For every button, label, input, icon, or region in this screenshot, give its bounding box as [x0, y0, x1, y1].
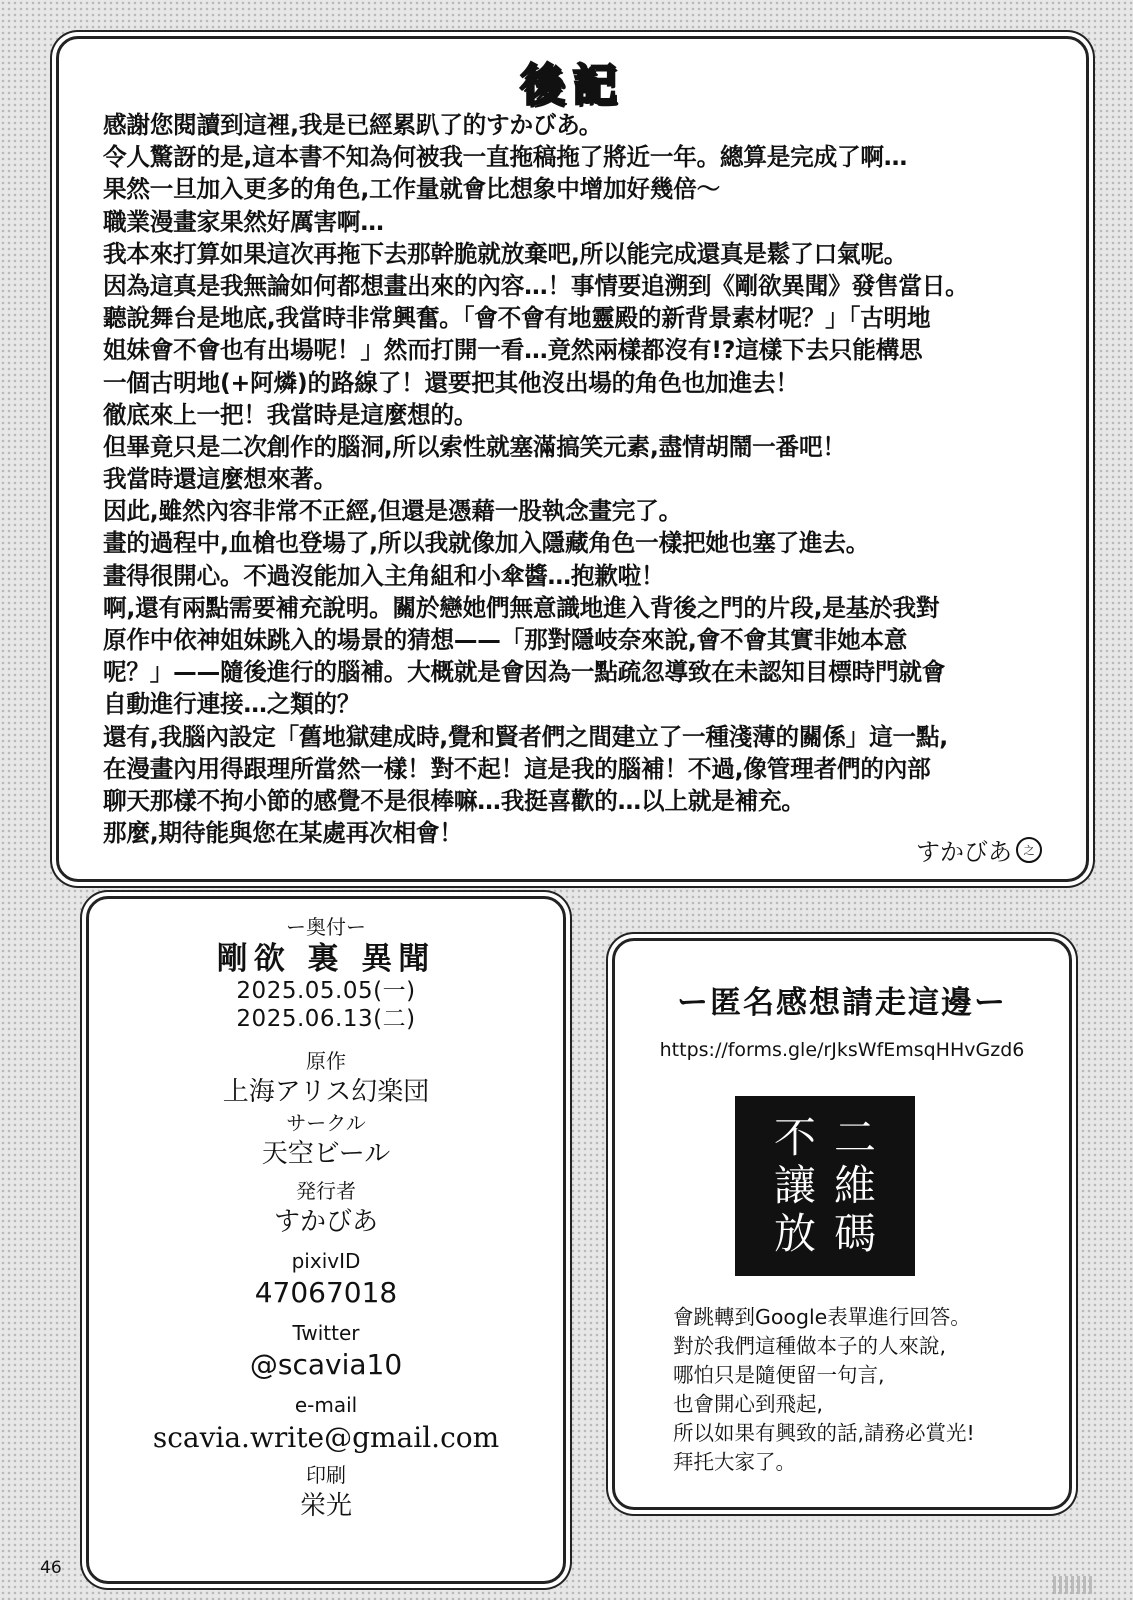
afterword-line: 果然一旦加入更多的角色,工作量就會比想象中增加好幾倍～ [103, 175, 720, 204]
colophon-heading: ー奥付ー [286, 915, 366, 939]
survey-note: 所以如果有興致的話,請務必賞光! [673, 1421, 975, 1445]
qr-char: 讓 [773, 1161, 816, 1210]
colophon-book-title: 剛欲 裏 異聞 [216, 941, 436, 977]
afterword-panel [56, 36, 1089, 882]
colophon-circle-label: サークル [286, 1111, 366, 1135]
qr-code-placeholder [735, 1096, 915, 1276]
afterword-title: 後記 [520, 60, 625, 111]
afterword-line: 姐妹會不會也有出場呢！」然而打開一看…竟然兩樣都沒有!?這樣下去只能構思 [103, 336, 923, 365]
afterword-line: 令人驚訝的是,這本書不知為何被我一直拖稿拖了將近一年。總算是完成了啊… [103, 143, 908, 172]
survey-note: 哪怕只是隨便留一句言, [673, 1363, 885, 1387]
colophon-twitter-label: Twitter [292, 1321, 360, 1345]
afterword-line: 一個古明地(+阿燐)的路線了！還要把其他沒出場的角色也加進去！ [103, 368, 799, 397]
afterword-line: 呢？」——隨後進行的腦補。大概就是會因為一點疏忽導致在未認知目標時門就會 [103, 658, 946, 687]
afterword-line: 那麼,期待能與您在某處再次相會！ [103, 819, 463, 848]
page-number: 46 [40, 1558, 62, 1578]
colophon-print-label: 印刷 [306, 1463, 346, 1487]
colophon-pixiv-label: pixivID [291, 1249, 361, 1273]
colophon-email-value: scavia.write@gmail.com [152, 1421, 500, 1454]
afterword-line: 徹底來上一把！我當時是這麼想的。 [103, 400, 478, 429]
colophon-twitter-value: @scavia10 [249, 1348, 403, 1381]
qr-char: 不 [773, 1113, 816, 1162]
afterword-line: 我當時還這麼想來著。 [103, 465, 337, 494]
afterword-line: 但畢竟只是二次創作的腦洞,所以索性就塞滿搞笑元素,盡情胡鬧一番吧！ [103, 432, 846, 461]
colophon-publisher-value: すかびあ [273, 1207, 378, 1237]
survey-note: 會跳轉到Google表單進行回答。 [673, 1305, 971, 1329]
colophon-original-value: 上海アリス幻楽団 [222, 1077, 430, 1107]
colophon-date-second: 2025.06.13(二) [236, 1006, 416, 1032]
survey-notes [673, 1303, 1049, 1477]
afterword-text [103, 109, 1058, 849]
colophon-circle-value: 天空ビール [261, 1139, 391, 1169]
afterword-line: 畫得很開心。不過沒能加入主角組和小傘醬…抱歉啦！ [103, 561, 665, 590]
afterword-line: 在漫畫內用得跟理所當然一樣！對不起！這是我的腦補！不過,像管理者們的內部 [103, 754, 931, 783]
afterword-line: 啊,還有兩點需要補充說明。關於戀她們無意識地進入背後之門的片段,是基於我對 [103, 593, 940, 622]
survey-url[interactable]: https://forms.gle/rJksWfEmsqHHvGzd6 [659, 1039, 1025, 1061]
qr-char: 放 [773, 1209, 816, 1258]
afterword-line: 職業漫畫家果然好厲害啊… [103, 207, 384, 236]
afterword-signature [916, 832, 1042, 867]
colophon-panel [86, 896, 566, 1584]
afterword-line: 原作中依神姐妹跳入的場景的猜想——「那對隱岐奈來說,會不會其實非她本意 [103, 626, 908, 654]
survey-title: ー匿名感想請走這邊ー [677, 985, 1007, 1021]
survey-note: 也會開心到飛起, [673, 1392, 824, 1416]
afterword-line: 聽說舞台是地底,我當時非常興奮。「會不會有地靈殿的新背景素材呢？」「古明地 [103, 304, 931, 333]
scan-artifact [1053, 1576, 1093, 1594]
colophon-pixiv-value: 47067018 [254, 1276, 398, 1309]
signature-name: すかびあ [916, 838, 1012, 866]
colophon-email-label: e-mail [294, 1393, 358, 1417]
colophon-print-value: 栄光 [299, 1491, 352, 1521]
afterword-line: 我本來打算如果這次再拖下去那幹脆就放棄吧,所以能完成還真是鬆了口氣呢。 [103, 239, 908, 268]
afterword-line: 感謝您閱讀到這裡,我是已經累趴了的すかびあ。 [103, 111, 603, 139]
survey-note: 對於我們這種做本子的人來說, [673, 1334, 947, 1358]
afterword-line: 聊天那樣不拘小節的感覺不是很棒嘛…我挺喜歡的…以上就是補充。 [103, 786, 805, 815]
afterword-line: 還有,我腦內設定「舊地獄建成時,覺和賢者們之間建立了一種淺薄的關係」這一點, [103, 722, 949, 751]
qr-char: 二 [833, 1113, 876, 1162]
colophon-original-label: 原作 [306, 1049, 346, 1073]
survey-panel [612, 938, 1072, 1510]
signature-seal-icon: 之 [1016, 837, 1042, 863]
afterword-line: 自動進行連接…之類的？ [103, 690, 361, 719]
colophon-date-first: 2025.05.05(一) [236, 978, 416, 1004]
colophon-publisher-label: 発行者 [296, 1179, 356, 1203]
survey-note: 拜托大家了。 [673, 1450, 796, 1474]
qr-char: 維 [833, 1161, 876, 1210]
qr-char: 碼 [833, 1209, 876, 1258]
afterword-line: 畫的過程中,血槍也登場了,所以我就像加入隱藏角色一樣把她也塞了進去。 [103, 529, 870, 558]
afterword-line: 因為這真是我無論如何都想畫出來的內容…！事情要追溯到《剛欲異聞》發售當日。 [103, 271, 969, 300]
afterword-line: 因此,雖然內容非常不正經,但還是憑藉一股執念畫完了。 [103, 497, 682, 526]
